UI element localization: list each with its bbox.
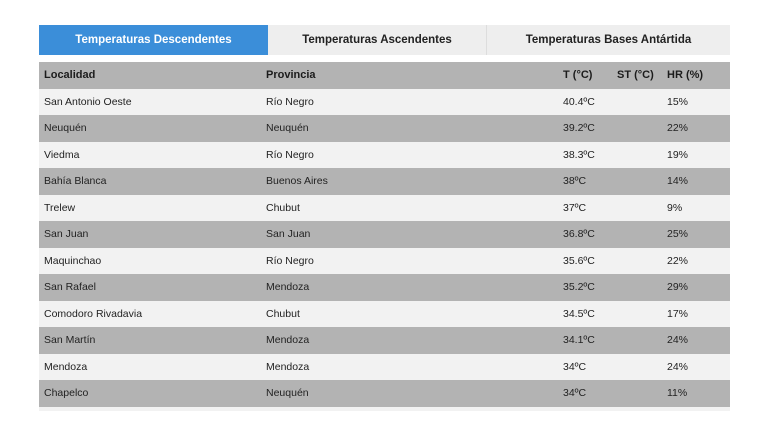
table-row xyxy=(39,327,730,354)
table-row xyxy=(39,221,730,248)
cell-localidad: San Antonio Oeste xyxy=(44,95,132,108)
cell-localidad: Neuquén xyxy=(44,122,87,135)
table-header-row xyxy=(39,62,730,89)
table-row xyxy=(39,168,730,195)
cell-temperatura: 38.3ºC xyxy=(563,148,595,161)
cell-temperatura: 35.2ºC xyxy=(563,281,595,294)
cell-localidad: Maquinchao xyxy=(44,254,102,267)
cell-humedad-relativa: 24% xyxy=(667,334,689,347)
cell-provincia: San Juan xyxy=(266,228,311,241)
cell-localidad: San Juan xyxy=(44,228,89,241)
cell-humedad-relativa: 24% xyxy=(667,360,689,373)
temperature-widget xyxy=(39,25,730,411)
cell-temperatura: 34ºC xyxy=(563,387,587,400)
cell-localidad: San Rafael xyxy=(44,281,96,294)
cell-provincia: Mendoza xyxy=(266,334,310,347)
tab-temperaturas-ascendentes[interactable]: Temperaturas Ascendentes xyxy=(268,25,487,55)
cell-provincia: Mendoza xyxy=(266,281,310,294)
header-sensacion-termica: ST (°C) xyxy=(617,69,654,82)
cell-localidad: Trelew xyxy=(44,201,76,214)
table-row xyxy=(39,380,730,407)
cell-localidad: Bahía Blanca xyxy=(44,175,107,188)
table-row xyxy=(39,142,730,169)
cell-provincia: Neuquén xyxy=(266,387,309,400)
table-row xyxy=(39,195,730,222)
cell-localidad: Comodoro Rivadavia xyxy=(44,307,143,320)
table-row xyxy=(39,354,730,381)
cell-provincia: Neuquén xyxy=(266,122,309,135)
table-row xyxy=(39,274,730,301)
cell-temperatura: 40.4ºC xyxy=(563,95,595,108)
cell-provincia: Chubut xyxy=(266,307,300,320)
cell-humedad-relativa: 9% xyxy=(667,201,683,214)
temperature-table xyxy=(39,62,730,411)
cell-provincia: Buenos Aires xyxy=(266,175,328,188)
table-row-partial xyxy=(39,407,730,411)
cell-temperatura: 34.5ºC xyxy=(563,307,595,320)
cell-localidad: San Martín xyxy=(44,334,96,347)
cell-temperatura: 38ºC xyxy=(563,175,587,188)
header-temperatura: T (°C) xyxy=(563,69,593,82)
cell-humedad-relativa: 17% xyxy=(667,307,689,320)
cell-temperatura: 39.2ºC xyxy=(563,122,595,135)
cell-temperatura: 36.8ºC xyxy=(563,228,595,241)
cell-humedad-relativa: 11% xyxy=(667,387,688,400)
cell-humedad-relativa: 29% xyxy=(667,281,689,294)
cell-localidad: Chapelco xyxy=(44,387,89,400)
cell-humedad-relativa: 25% xyxy=(667,228,689,241)
cell-provincia: Río Negro xyxy=(266,254,314,267)
cell-localidad: Mendoza xyxy=(44,360,88,373)
table-row xyxy=(39,89,730,116)
cell-temperatura: 34ºC xyxy=(563,360,587,373)
tab-temperaturas-descendentes[interactable]: Temperaturas Descendentes xyxy=(39,25,268,55)
table-row xyxy=(39,115,730,142)
header-humedad-relativa: HR (%) xyxy=(667,69,704,82)
header-localidad: Localidad xyxy=(44,69,96,82)
tab-temperaturas-bases-antartida[interactable]: Temperaturas Bases Antártida xyxy=(525,34,692,46)
tab-bar xyxy=(39,25,730,55)
cell-provincia: Mendoza xyxy=(266,360,310,373)
cell-humedad-relativa: 22% xyxy=(667,122,689,135)
cell-humedad-relativa: 15% xyxy=(667,95,689,108)
header-provincia: Provincia xyxy=(266,69,316,82)
cell-humedad-relativa: 19% xyxy=(667,148,689,161)
cell-provincia: Río Negro xyxy=(266,95,314,108)
cell-humedad-relativa: 22% xyxy=(667,254,689,267)
cell-temperatura: 35.6ºC xyxy=(563,254,595,267)
cell-temperatura: 34.1ºC xyxy=(563,334,595,347)
cell-humedad-relativa: 14% xyxy=(667,175,689,188)
cell-temperatura: 37ºC xyxy=(563,201,587,214)
cell-localidad: Viedma xyxy=(44,148,80,161)
table-row xyxy=(39,301,730,328)
table-row xyxy=(39,248,730,275)
cell-provincia: Río Negro xyxy=(266,148,314,161)
cell-provincia: Chubut xyxy=(266,201,300,214)
